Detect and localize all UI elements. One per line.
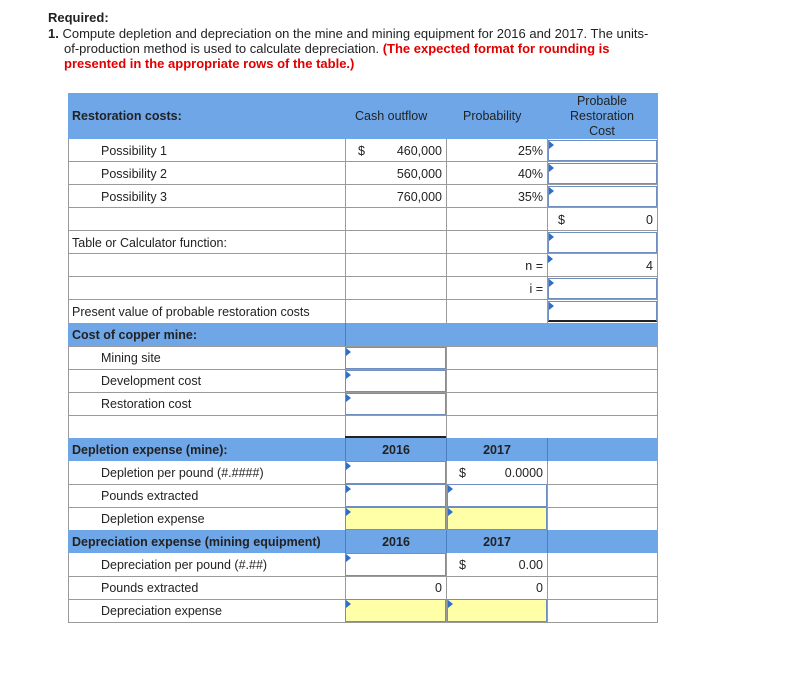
depletion-per-pound-2017: 0.0000	[504, 466, 543, 480]
depletion-2016-header: 2016	[382, 443, 410, 457]
hline	[68, 207, 658, 208]
input-flag-icon	[448, 600, 453, 608]
table-calculator-input[interactable]	[548, 232, 657, 253]
i-label: i =	[529, 282, 543, 296]
depletion-per-pound-dollar: $	[459, 466, 466, 480]
table-calculator-label: Table or Calculator function:	[72, 236, 227, 250]
n-value: 4	[646, 259, 653, 273]
pv-label: Present value of probable restoration costs	[72, 305, 310, 319]
probable-header-l2: Restoration	[570, 109, 634, 123]
possibility-1-cash: 460,000	[396, 144, 442, 158]
hline	[68, 576, 658, 577]
depletion-pounds-2017-input[interactable]	[447, 484, 547, 507]
restoration-cost-label: Restoration cost	[101, 397, 192, 411]
hline	[68, 415, 658, 416]
possibility-3-cash: 760,000	[396, 190, 442, 204]
depletion-per-pound-2016-input[interactable]	[345, 461, 446, 484]
hline	[68, 622, 658, 623]
input-flag-icon	[448, 485, 453, 493]
depreciation-pounds-2017: 0	[536, 581, 543, 595]
depreciation-expense-2016-input[interactable]	[345, 599, 446, 622]
depreciation-header: Depreciation expense (mining equipment)	[72, 535, 321, 549]
input-flag-icon	[549, 279, 554, 287]
i-input[interactable]	[548, 278, 657, 299]
depreciation-2017-header: 2017	[483, 535, 511, 549]
depreciation-pounds-2016: 0	[435, 581, 442, 595]
depletion-per-pound-label: Depletion per pound (#.####)	[101, 466, 264, 480]
item-number: 1.	[48, 26, 59, 41]
input-flag-icon	[448, 508, 453, 516]
input-flag-icon	[549, 187, 554, 195]
probability-header: Probability	[463, 109, 522, 123]
copper-header: Cost of copper mine:	[72, 328, 198, 342]
development-cost-input[interactable]	[345, 370, 446, 392]
possibility-2-label: Possibility 2	[101, 167, 167, 181]
grid-col3	[547, 438, 548, 461]
depletion-pounds-label: Pounds extracted	[101, 489, 199, 503]
depreciation-2016-header: 2016	[382, 535, 410, 549]
possibility-1-label: Possibility 1	[101, 144, 167, 158]
rounding-note-2: presented in the appropriate rows of the table.)	[64, 56, 355, 71]
hline	[68, 253, 658, 254]
grid-col3	[547, 461, 548, 530]
possibility-3-prob: 35%	[517, 190, 543, 204]
depreciation-per-pound-dollar: $	[459, 558, 466, 572]
possibility-1-probable-input[interactable]	[548, 140, 657, 161]
hline	[68, 299, 658, 300]
input-flag-icon	[346, 348, 351, 356]
input-flag-icon	[549, 141, 554, 149]
depreciation-pounds-label: Pounds extracted	[101, 581, 199, 595]
input-flag-icon	[346, 462, 351, 470]
pv-input[interactable]	[548, 301, 657, 322]
hline	[68, 276, 658, 277]
grid-col2	[446, 346, 447, 438]
possibility-2-cash: 560,000	[396, 167, 442, 181]
input-flag-icon	[346, 394, 351, 402]
depletion-expense-2016-input[interactable]	[345, 507, 446, 530]
depletion-expense-2017-input[interactable]	[447, 507, 547, 530]
depletion-header: Depletion expense (mine):	[72, 443, 228, 457]
input-flag-icon	[549, 164, 554, 172]
depletion-expense-label: Depletion expense	[101, 512, 205, 526]
grid-col1	[345, 323, 346, 346]
mining-site-input[interactable]	[345, 347, 446, 369]
mining-site-label: Mining site	[101, 351, 161, 365]
input-flag-icon	[346, 554, 351, 562]
hline	[68, 184, 658, 185]
hline	[68, 230, 658, 231]
possibility-2-prob: 40%	[517, 167, 543, 181]
possibility-2-probable-input[interactable]	[548, 163, 657, 184]
total-probable-cost: 0	[646, 213, 653, 227]
input-flag-icon	[346, 600, 351, 608]
grid-col2	[446, 139, 447, 323]
total-dollar: $	[558, 213, 565, 227]
n-label: n =	[525, 259, 543, 273]
probable-header-l1: Probable	[576, 94, 628, 108]
depletion-2017-header: 2017	[483, 443, 511, 457]
depreciation-per-pound-2016-input[interactable]	[345, 553, 446, 576]
depreciation-per-pound-2017: 0.00	[518, 558, 543, 572]
restoration-costs-header: Restoration costs:	[72, 109, 182, 123]
input-flag-icon	[549, 233, 554, 241]
input-flag-icon	[346, 508, 351, 516]
restoration-cost-input[interactable]	[345, 393, 446, 415]
grid-col3	[547, 530, 548, 553]
required-line-2	[64, 41, 610, 56]
grid-col1	[345, 139, 346, 323]
instruction-line-1: Compute depletion and depreciation on the mine and mining equipment for 2016 and 2017. The units-	[62, 26, 649, 41]
required-line-1	[48, 26, 648, 41]
depreciation-per-pound-label: Depreciation per pound (#.##)	[101, 558, 268, 572]
possibility-3-label: Possibility 3	[101, 190, 167, 204]
cash-outflow-header: Cash outflow	[355, 109, 428, 123]
possibility-1-dollar: $	[358, 144, 365, 158]
depreciation-expense-label: Depreciation expense	[101, 604, 222, 618]
input-flag-icon	[346, 371, 351, 379]
depreciation-expense-2017-input[interactable]	[447, 599, 547, 622]
rounding-note-1: (The expected format for rounding is	[382, 41, 610, 56]
instruction-line-2: of-production method is used to calculate depreciation.	[64, 41, 383, 56]
required-title: Required:	[48, 10, 109, 25]
input-flag-icon	[346, 485, 351, 493]
possibility-1-prob: 25%	[517, 144, 543, 158]
depletion-pounds-2016-input[interactable]	[345, 484, 446, 507]
input-flag-icon	[548, 255, 553, 263]
possibility-3-probable-input[interactable]	[548, 186, 657, 207]
probable-header-l3: Cost	[589, 124, 615, 138]
grid-col3	[547, 553, 548, 622]
hline	[68, 161, 658, 162]
input-flag-icon	[549, 302, 554, 310]
development-cost-label: Development cost	[101, 374, 202, 388]
